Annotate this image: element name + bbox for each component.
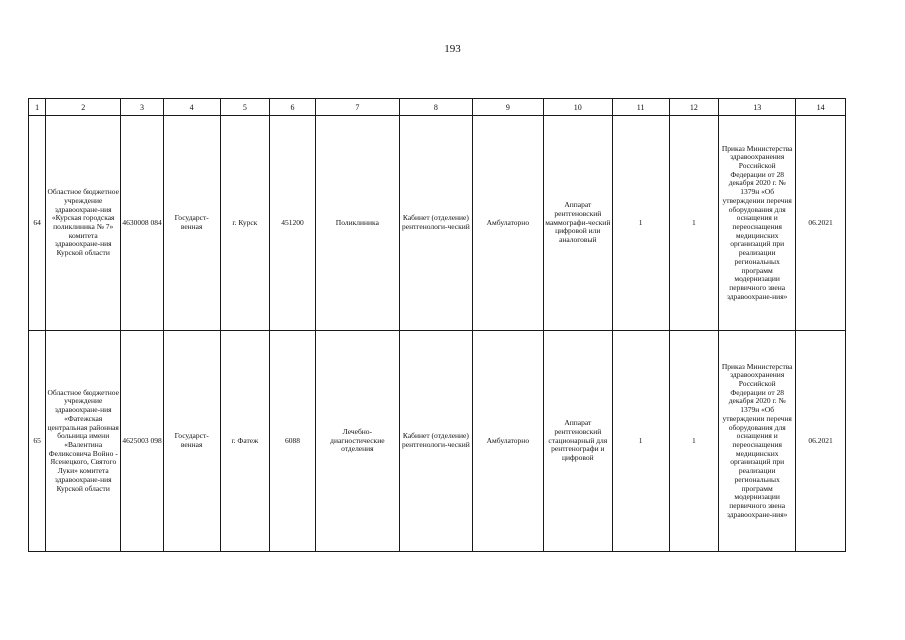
city: г. Курск	[220, 116, 270, 331]
header-col-1: 1	[29, 99, 46, 116]
quantity-required: 1	[612, 116, 669, 331]
facility-type: Лечебно-диагностические отделения	[315, 331, 399, 552]
index-code: 451200	[270, 116, 316, 331]
department: Кабинет (отделение) рентгенологи-ческий	[399, 116, 472, 331]
care-conditions: Амбулаторно	[472, 331, 543, 552]
row-number: 64	[29, 116, 46, 331]
care-conditions: Амбулаторно	[472, 116, 543, 331]
header-col-11: 11	[612, 99, 669, 116]
header-col-8: 8	[399, 99, 472, 116]
row-number: 65	[29, 331, 46, 552]
index-code: 6088	[270, 331, 316, 552]
page-number: 193	[444, 43, 461, 55]
city: г. Фатеж	[220, 331, 270, 552]
header-col-7: 7	[315, 99, 399, 116]
header-col-12: 12	[669, 99, 719, 116]
header-col-10: 10	[543, 99, 612, 116]
organization-name: Областное бюджетное учреждение здравоохране-ния «Фатежская центральная районная больница имени «Валентина Феликсовича Войно - Ясенецкого, Святого Луки» комитета здравоохране-ния Курской области	[46, 331, 121, 552]
table-row	[29, 331, 846, 552]
header-col-9: 9	[472, 99, 543, 116]
header-col-6: 6	[270, 99, 316, 116]
header-col-4: 4	[163, 99, 220, 116]
equipment-name: Аппарат рентгеновский стационарный для рентгенографи и цифровой	[543, 331, 612, 552]
delivery-date: 06.2021	[796, 116, 846, 331]
table-header-row	[29, 99, 846, 116]
organization-code: 4625003 098	[121, 331, 164, 552]
legal-basis: Приказ Министерства здравоохранения Российской Федерации от 28 декабря 2020 г. № 1379н «Об утверждении перечня оборудования для оснащения и переоснащения медицинских организаций при реализации региональных программ модернизации первичного звена здравоохране-ния»	[719, 116, 796, 331]
header-col-13: 13	[719, 99, 796, 116]
table-row	[29, 116, 846, 331]
organization-name: Областное бюджетное учреждение здравоохране-ния «Курская городская поликлиника № 7» комитета здравоохране-ния Курской области	[46, 116, 121, 331]
header-col-14: 14	[796, 99, 846, 116]
quantity-required: 1	[612, 331, 669, 552]
header-col-5: 5	[220, 99, 270, 116]
facility-type: Поликлиника	[315, 116, 399, 331]
ownership-form: Государст-венная	[163, 116, 220, 331]
ownership-form: Государст-венная	[163, 331, 220, 552]
equipment-table	[28, 98, 846, 552]
header-col-3: 3	[121, 99, 164, 116]
department: Кабинет (отделение) рентгенологи-ческий	[399, 331, 472, 552]
delivery-date: 06.2021	[796, 331, 846, 552]
organization-code: 4630008 084	[121, 116, 164, 331]
header-col-2: 2	[46, 99, 121, 116]
equipment-name: Аппарат рентгеновский маммографи-ческий цифровой или аналоговый	[543, 116, 612, 331]
legal-basis: Приказ Министерства здравоохранения Российской Федерации от 28 декабря 2020 г. № 1379н «Об утверждении перечня оборудования для оснащения и переоснащения медицинских организаций при реализации региональных программ модернизации первичного звена здравоохране-ния»	[719, 331, 796, 552]
table-header	[29, 99, 846, 116]
quantity-planned: 1	[669, 116, 719, 331]
quantity-planned: 1	[669, 331, 719, 552]
